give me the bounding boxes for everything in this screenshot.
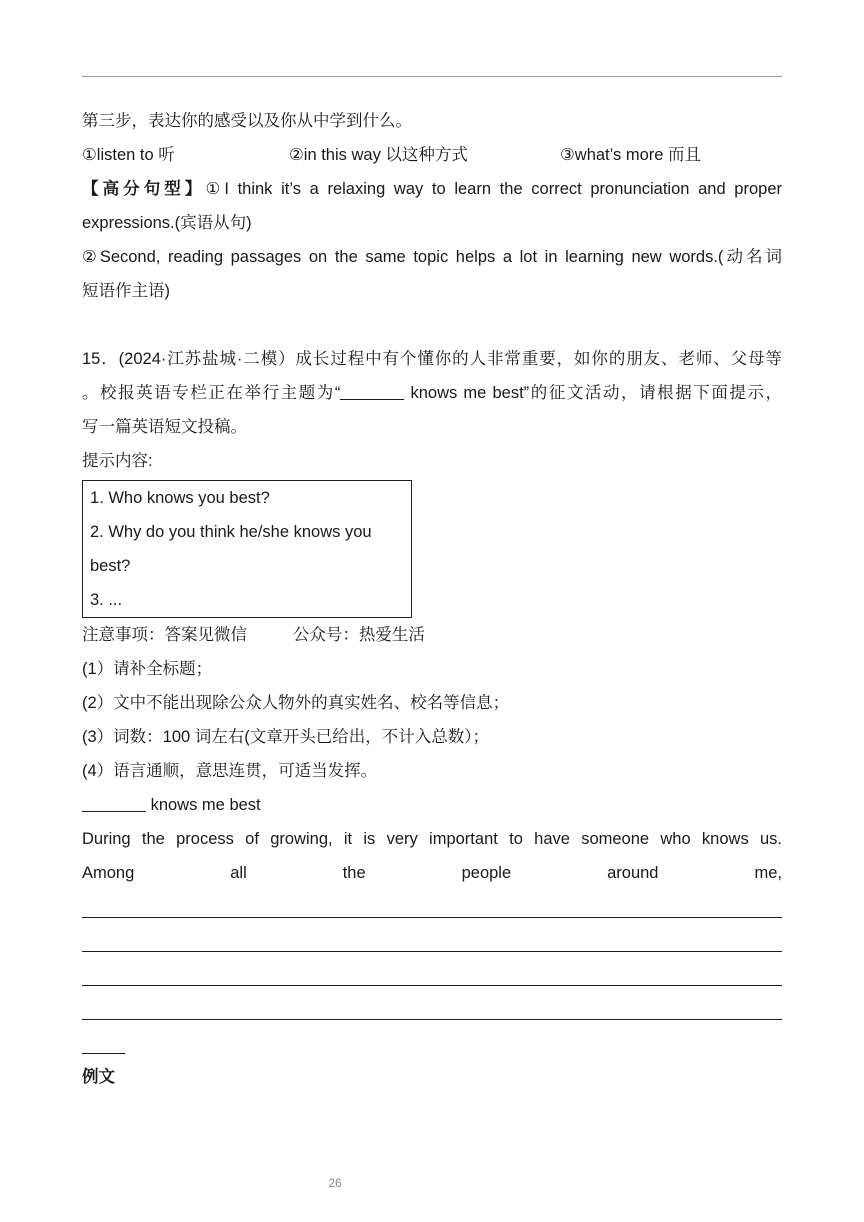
page-number: 26 <box>328 1176 342 1190</box>
essay-title-text: knows me best <box>146 796 261 814</box>
q15-prefix: 。校报英语专栏正在举行主题为“ <box>82 384 341 402</box>
pattern2-line1: ②Second, reading passages on the same topic helps a lot in learning new words.(动名词 <box>82 248 782 266</box>
essay-title-blank <box>82 810 146 812</box>
answer-line[interactable] <box>82 890 782 924</box>
hint-item: 3. ... <box>90 591 123 609</box>
question-15-line2 <box>82 376 782 410</box>
essay-opening-line1: During the process of growing, it is very important to have someone who knows us. <box>82 830 782 848</box>
hint-item: 1. Who knows you best? <box>90 489 270 507</box>
phrase-item: ③what’s more 而且 <box>560 146 702 164</box>
hint-box <box>82 480 412 618</box>
title-blank <box>340 398 404 400</box>
pattern1-line2: expressions.(宾语从句) <box>82 214 252 232</box>
hint-item: best? <box>90 557 131 575</box>
sample-essay-label: 例文 <box>82 1068 115 1086</box>
essay-word: around <box>607 864 659 882</box>
essay-word: the <box>342 864 366 882</box>
pattern1-line1 <box>82 172 782 206</box>
hint-label: 提示内容: <box>82 452 153 470</box>
essay-word: me, <box>754 864 782 882</box>
answer-line[interactable] <box>82 924 782 958</box>
step3-text: 第三步，表达你的感受以及你从中学到什么。 <box>82 112 412 130</box>
pattern1-text: ①I think it’s a relaxing way to learn the correct pronunciation and proper <box>205 180 782 198</box>
note-item: (1）请补全标题； <box>82 660 213 678</box>
spacer <box>82 308 782 342</box>
notes-header: 注意事项：答案见微信 公众号：热爱生活 <box>82 626 425 644</box>
phrase-item: ②in this way 以这种方式 <box>289 146 468 164</box>
pattern-heading: 【高分句型】 <box>82 180 206 198</box>
question-15-line1: 15．(2024·江苏盐城·二模）成长过程中有个懂你的人非常重要，如你的朋友、老师、父母等 <box>82 350 782 368</box>
page-content <box>82 104 782 1094</box>
header-rule <box>82 76 782 77</box>
essay-word: Among <box>82 864 135 882</box>
phrase-item: ①listen to 听 <box>82 146 175 164</box>
note-item: (2）文中不能出现除公众人物外的真实姓名、校名等信息； <box>82 694 510 712</box>
note-item: (4）语言通顺，意思连贯，可适当发挥。 <box>82 762 378 780</box>
answer-line-end[interactable] <box>82 1026 782 1060</box>
question-15-line3: 写一篇英语短文投稿。 <box>82 418 247 436</box>
phrase-list <box>82 138 782 172</box>
hint-item: 2. Why do you think he/she knows you <box>90 523 372 541</box>
essay-opening-line2 <box>82 856 782 890</box>
answer-line[interactable] <box>82 958 782 992</box>
pattern2-line2: 短语作主语) <box>82 282 170 300</box>
essay-word: all <box>230 864 247 882</box>
essay-word: people <box>461 864 512 882</box>
q15-suffix: knows me best”的征文活动，请根据下面提示， <box>404 384 782 402</box>
note-item: (3）词数：100 词左右(文章开头已给出，不计入总数）； <box>82 728 490 746</box>
answer-line[interactable] <box>82 992 782 1026</box>
essay-title <box>82 788 782 822</box>
